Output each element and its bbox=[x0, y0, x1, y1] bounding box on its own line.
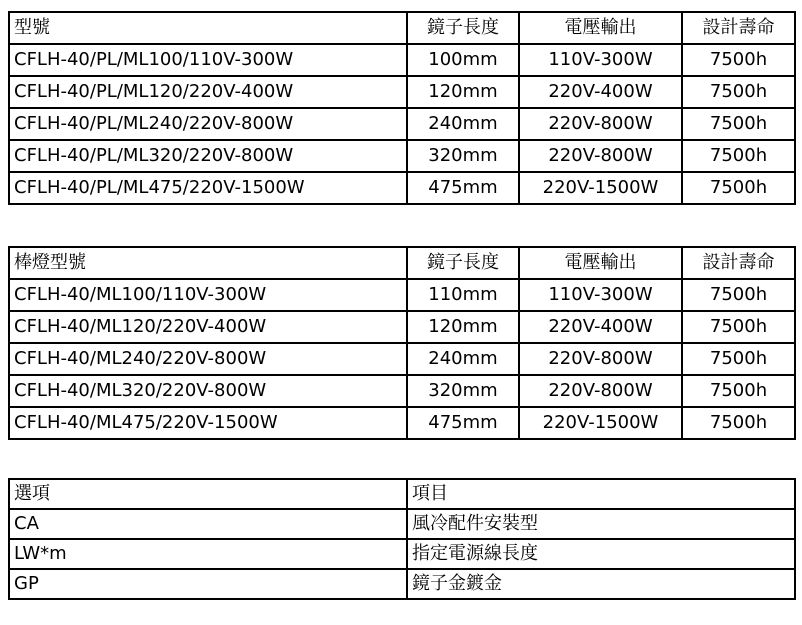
cell-option-code: CA bbox=[9, 509, 407, 539]
rod-lamp-model-spec-table bbox=[8, 246, 796, 440]
table-header-row bbox=[9, 247, 795, 279]
header-item: 項目 bbox=[407, 479, 795, 509]
table-row bbox=[9, 407, 795, 439]
table-row bbox=[9, 76, 795, 108]
cell-option-code: LW*m bbox=[9, 539, 407, 569]
table-row bbox=[9, 375, 795, 407]
header-design-life: 設計壽命 bbox=[682, 247, 795, 279]
cell-design-life: 7500h bbox=[682, 108, 795, 140]
cell-mirror-length: 240mm bbox=[407, 108, 519, 140]
cell-mirror-length: 475mm bbox=[407, 407, 519, 439]
cell-voltage-output: 220V-800W bbox=[519, 343, 682, 375]
cell-design-life: 7500h bbox=[682, 76, 795, 108]
cell-mirror-length: 100mm bbox=[407, 44, 519, 76]
cell-voltage-output: 110V-300W bbox=[519, 279, 682, 311]
cell-design-life: 7500h bbox=[682, 375, 795, 407]
cell-model: CFLH-40/PL/ML475/220V-1500W bbox=[9, 172, 407, 204]
cell-mirror-length: 110mm bbox=[407, 279, 519, 311]
header-rod-lamp-model: 棒燈型號 bbox=[9, 247, 407, 279]
table-header-row bbox=[9, 479, 795, 509]
cell-mirror-length: 320mm bbox=[407, 375, 519, 407]
cell-voltage-output: 220V-400W bbox=[519, 76, 682, 108]
pl-model-spec-table bbox=[8, 11, 796, 205]
cell-option-description: 風冷配件安裝型 bbox=[407, 509, 795, 539]
table-row bbox=[9, 343, 795, 375]
table-row bbox=[9, 140, 795, 172]
header-mirror-length: 鏡子長度 bbox=[407, 12, 519, 44]
cell-design-life: 7500h bbox=[682, 407, 795, 439]
cell-design-life: 7500h bbox=[682, 140, 795, 172]
table-row bbox=[9, 108, 795, 140]
cell-model: CFLH-40/PL/ML240/220V-800W bbox=[9, 108, 407, 140]
header-voltage-output: 電壓輸出 bbox=[519, 247, 682, 279]
table-row bbox=[9, 44, 795, 76]
cell-model: CFLH-40/ML475/220V-1500W bbox=[9, 407, 407, 439]
cell-design-life: 7500h bbox=[682, 44, 795, 76]
table-row bbox=[9, 509, 795, 539]
cell-voltage-output: 220V-1500W bbox=[519, 172, 682, 204]
cell-option-code: GP bbox=[9, 569, 407, 599]
cell-model: CFLH-40/ML120/220V-400W bbox=[9, 311, 407, 343]
table-row bbox=[9, 569, 795, 599]
header-design-life: 設計壽命 bbox=[682, 12, 795, 44]
header-option: 選項 bbox=[9, 479, 407, 509]
cell-design-life: 7500h bbox=[682, 343, 795, 375]
cell-mirror-length: 320mm bbox=[407, 140, 519, 172]
header-voltage-output: 電壓輸出 bbox=[519, 12, 682, 44]
options-table bbox=[8, 478, 796, 600]
cell-mirror-length: 475mm bbox=[407, 172, 519, 204]
cell-voltage-output: 220V-800W bbox=[519, 375, 682, 407]
cell-model: CFLH-40/PL/ML320/220V-800W bbox=[9, 140, 407, 172]
cell-model: CFLH-40/ML100/110V-300W bbox=[9, 279, 407, 311]
header-model: 型號 bbox=[9, 12, 407, 44]
table-row bbox=[9, 539, 795, 569]
cell-voltage-output: 220V-800W bbox=[519, 108, 682, 140]
cell-option-description: 指定電源線長度 bbox=[407, 539, 795, 569]
cell-mirror-length: 120mm bbox=[407, 311, 519, 343]
cell-design-life: 7500h bbox=[682, 311, 795, 343]
cell-mirror-length: 120mm bbox=[407, 76, 519, 108]
cell-voltage-output: 220V-1500W bbox=[519, 407, 682, 439]
cell-model: CFLH-40/ML240/220V-800W bbox=[9, 343, 407, 375]
cell-mirror-length: 240mm bbox=[407, 343, 519, 375]
table-row bbox=[9, 311, 795, 343]
cell-design-life: 7500h bbox=[682, 279, 795, 311]
cell-voltage-output: 220V-800W bbox=[519, 140, 682, 172]
cell-model: CFLH-40/PL/ML100/110V-300W bbox=[9, 44, 407, 76]
table-header-row bbox=[9, 12, 795, 44]
cell-voltage-output: 220V-400W bbox=[519, 311, 682, 343]
cell-voltage-output: 110V-300W bbox=[519, 44, 682, 76]
cell-model: CFLH-40/ML320/220V-800W bbox=[9, 375, 407, 407]
table-row bbox=[9, 172, 795, 204]
table-row bbox=[9, 279, 795, 311]
cell-model: CFLH-40/PL/ML120/220V-400W bbox=[9, 76, 407, 108]
header-mirror-length: 鏡子長度 bbox=[407, 247, 519, 279]
cell-option-description: 鏡子金鍍金 bbox=[407, 569, 795, 599]
cell-design-life: 7500h bbox=[682, 172, 795, 204]
